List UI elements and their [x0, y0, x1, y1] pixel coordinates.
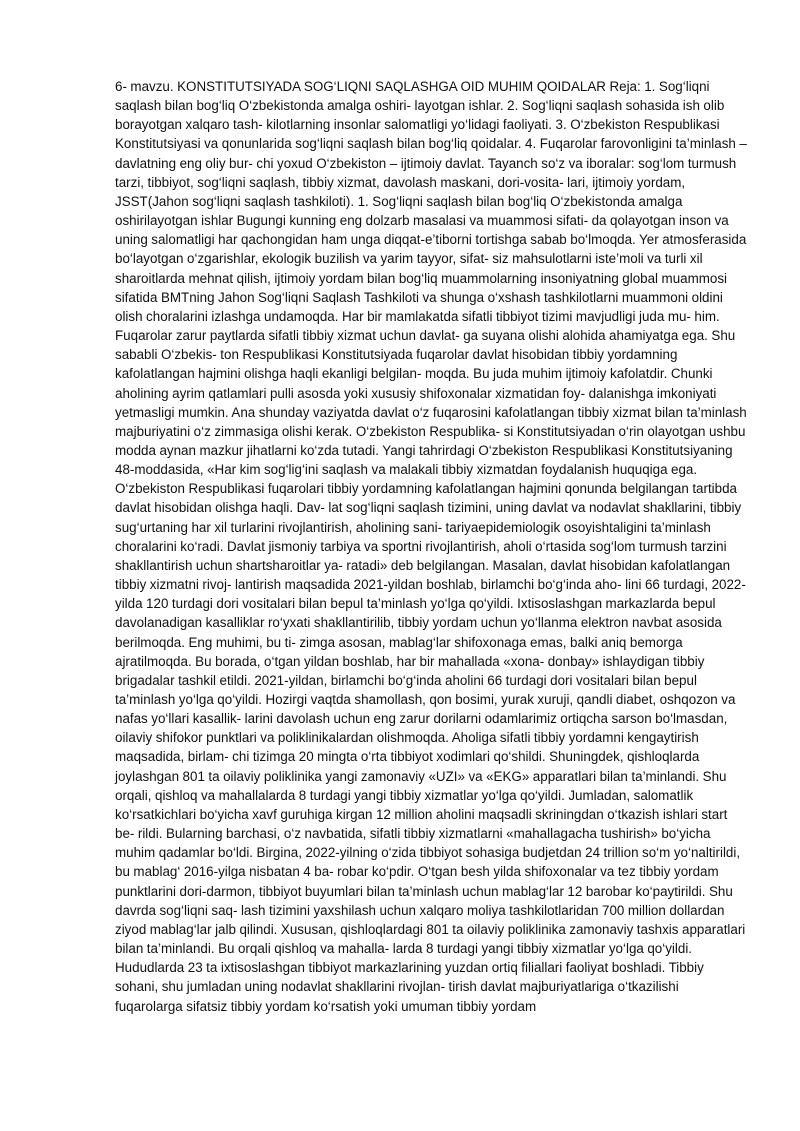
body-paragraph: 6- mavzu. KONSTITUTSIYADA SOG‘LIQNI SAQLASHGA OID MUHIM QOIDALAR Reja: 1. Sog‘liqni saqlash bilan bog‘liq O‘zbekistonda amalga oshiri- layotgan ishlar. 2. Sog‘liqni saqlash sohasida ish olib borayotgan xalqaro tash- kilotlarning insonlar salomatligi yo‘lidagi faoliyati. 3. O‘zbekiston Respublikasi Konstitutsiyasi va qonunlarida sog‘liqni saqlash bilan bog‘liq qoidalar. 4. Fuqarolar farovonligini ta’minlash – davlatning eng oliy bur- chi yoxud O‘zbekiston – ijtimoiy davlat. Tayanch so‘z va iboralar: sog‘lom turmush tarzi, tibbiyot, sog‘liqni saqlash, tibbiy xizmat, davolash maskani, dori-vosita- lari, ijtimoiy yordam, JSST(Jahon sog‘liqni saqlash tashkiloti). 1. Sog‘liqni saqlash bilan bog‘liq O‘zbekistonda amalga oshirilayotgan ishlar Bugungi kunning eng dolzarb masalasi va muammosi sifati- da qolayotgan inson va uning salomatligi har qachongidan ham unga diqqat-e’tiborni tortishga sabab bo‘lmoqda. Yer atmosferasida bo‘layotgan o‘zgarishlar, ekologik buzilish va yarim tayyor, sifat- siz mahsulotlarni iste’moli va turli xil sharoitlarda mehnat qilish, ijtimoiy yordam bilan bog‘liq muammolarning insoniyatning global muammosi sifatida BMTning Jahon Sog‘liqni Saqlash Tashkiloti va shunga o‘xshash tashkilotlarni muammoni oldini olish choralarini izlashga undamoqda. Har bir mamlakatda sifatli tibbiyot tizimi mavjudligi juda mu- him. Fuqarolar zarur paytlarda sifatli tibbiy xizmat uchun davlat- ga suyana olishi alohida ahamiyatga ega. Shu sababli O‘zbekis- ton Respublikasi Konstitutsiyada fuqarolar davlat hisobidan tibbiy yordamning kafolatlangan hajmini olishga haqli ekanligi belgilan- moqda. Bu juda muhim ijtimoiy kafolatdir. Chunki aholining ayrim qatlamlari pulli asosda yoki xususiy shifoxonalar xizmatidan foy- dalanishga imkoniyati yetmasligi mumkin. Ana shunday vaziyatda davlat o‘z fuqarosini kafolatlangan tibbiy xizmat bilan ta’minlash majburiyatini o‘z zimmasiga olishi kerak. O‘zbekiston Respublika- si Konstitutsiyadan o‘rin olayotgan ushbu modda aynan mazkur jihatlarni ko‘zda tutadi. Yangi tahrirdagi O‘zbekiston Respublikasi Konstitutsiyaning 48-moddasida, «Har kim sog‘lig‘ini saqlash va malakali tibbiy xizmatdan foydalanish huquqiga ega. O‘zbekiston Respublikasi fuqarolari tibbiy yordamning kafolatlangan hajmini qonunda belgilangan tartibda davlat hisobidan olishga haqli. Dav- lat sog‘liqni saqlash tizimini, uning davlat va nodavlat shakllarini, tibbiy sug‘urtaning har xil turlarini rivojlantirish, aholining sani- tariyaepidemiologik osoyishtaligini ta’minlash choralarini ko‘radi. Davlat jismoniy tarbiya va sportni rivojlantirish, aholi o‘rtasida sog‘lom turmush tarzini shakllantirish uchun shartsharoitlar ya- ratadi» deb belgilangan. Masalan, davlat hisobidan kafolatlangan tibbiy xizmatni rivoj- lantirish maqsadida 2021-yildan boshlab, birlamchi bo‘g‘inda aho- lini 66 turdagi, 2022-yilda 120 turdagi dori vositalari bilan bepul ta’minlash yo‘lga qo‘yildi. Ixtisoslashgan markazlarda bepul davolanadigan kasalliklar ro‘yxati shakllantirilib, tibbiy yordam uchun yo‘llanma elektron navbat asosida berilmoqda. Eng muhimi, bu ti- zimga asosan, mablag‘lar shifoxonaga emas, balki aniq bemorga ajratilmoqda. Bu borada, o‘tgan yildan boshlab, har bir mahallada «xona- donbay» ishlaydigan tibbiy brigadalar tashkil etildi. 2021-yildan, birlamchi bo‘g‘inda aholini 66 turdagi dori vositalari bilan bepul ta’minlash yo‘lga qo‘yildi. Hozirgi vaqtda shamollash, qon bosimi, yurak xuruji, qandli diabet, oshqozon va nafas yo‘llari kasallik- larini davolash uchun eng zarur dorilarni odamlarimiz ortiqcha sarson bo‘lmasdan, oilaviy shifokor punktlari va poliklinikalardan olishmoqda. Aholiga sifatli tibbiy yordamni kengaytirish maqsadida, birlam- chi tizimga 20 mingta o‘rta tibbiyot xodimlari qo‘shildi. Shuningdek, qishloqlarda joylashgan 801 ta oilaviy poliklinika yangi zamonaviy «UZI» va «EKG» apparatlari bilan ta’minlandi. Shu orqali, qishloq va mahallalarda 8 turdagi yangi tibbiy xizmatlar yo‘lga qo‘yildi. Jumladan, salomatlik ko‘rsatkichlari bo‘yicha xavf guruhiga kirgan 12 million aholini maqsadli skriningdan o‘tkazish ishlari start be- rildi. Bularning barchasi, o‘z navbatida, sifatli tibbiy xizmatlarni «mahallagacha tushirish» bo‘yicha muhim qadamlar bo‘ldi. Birgina, 2022-yilning o‘zida tibbiyot sohasiga budjetdan 24 trillion so‘m yo‘naltirildi, bu mablag‘ 2016-yilga nisbatan 4 ba- robar ko‘pdir. O‘tgan besh yilda shifoxonalar va tez tibbiy yordam punktlarini dori-darmon, tibbiyot buyumlari bilan ta’minlash uchun mablag‘lar 12 barobar ko‘paytirildi. Shu davrda sog‘liqni saq- lash tizimini yaxshilash uchun xalqaro moliya tashkilotlaridan 700 million dollardan ziyod mablag‘lar jalb qilindi. Xususan, qishloqlardagi 801 ta oilaviy poliklinika zamonaviy tashxis apparatlari bilan ta’minlandi. Bu orqali qishloq va mahalla- larda 8 turdagi yangi tibbiy xizmatlar yo‘lga qo‘yildi. Hududlarda 23 ta ixtisoslashgan tibbiyot markazlarining yuzdan ortiq filiallari faoliyat boshladi. Tibbiy sohani, shu jumladan uning nodavlat shakllarini rivojlan- tirish davlat majburiyatlariga o‘tkazilishi fuqarolarga sifatsiz tibbiy yordam ko‘rsatish yoki umuman tibbiy yordam	[115, 79, 747, 1014]
